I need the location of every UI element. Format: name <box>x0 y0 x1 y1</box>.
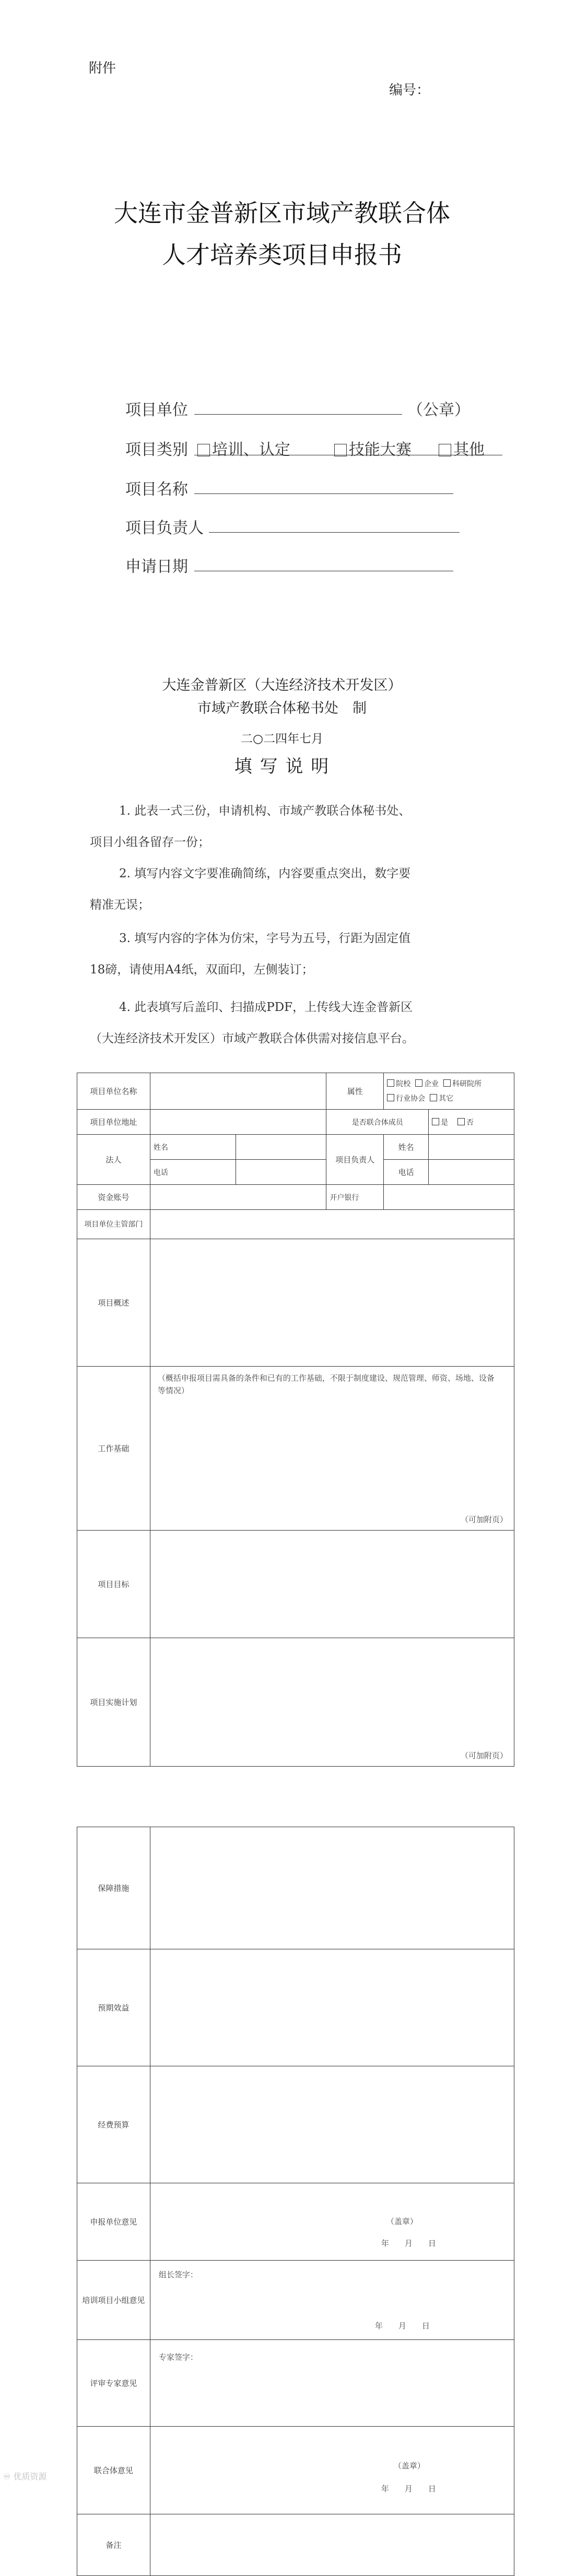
table-row <box>77 1239 514 1367</box>
member-options[interactable] <box>429 1110 514 1135</box>
category-option-contest[interactable] <box>334 437 412 460</box>
table-row <box>77 1110 514 1135</box>
issue-date: 二○二四年七月 <box>240 732 324 746</box>
group-leader-sign: 组长签字： <box>158 2270 198 2279</box>
basis-hint: （概括申报项目需具备的条件和已有的工作基础，不限于制度建设、规范管理、师资、场地、设备等情况） <box>157 1373 495 1395</box>
project-category-label: 项目类别 <box>125 441 188 459</box>
bank-account-label: 资金账号 <box>77 1185 150 1210</box>
basis-label: 工作基础 <box>77 1367 150 1531</box>
budget-cell[interactable] <box>150 2066 514 2183</box>
union-opinion-label: 联合体意见 <box>77 2427 150 2514</box>
instruction-4b: （大连经济技术开发区）市域产教联合体供需对接信息平台。 <box>90 1032 414 1045</box>
group-opinion-date: 年 月 日 <box>374 2321 430 2331</box>
attachment-label: 附件 <box>89 61 116 76</box>
basis-attach-note: （可加附页） <box>460 1515 508 1524</box>
application-form-table <box>77 1073 514 1767</box>
project-name-field[interactable] <box>194 493 453 494</box>
unit-opinion-label: 申报单位意见 <box>77 2183 150 2261</box>
project-leader-cell-label: 项目负责人 <box>326 1135 384 1185</box>
table-row <box>77 1638 514 1767</box>
goal-label: 项目目标 <box>77 1531 150 1638</box>
project-category-underline <box>194 454 502 455</box>
unit-name-label: 项目单位名称 <box>77 1073 150 1110</box>
goal-cell[interactable] <box>150 1531 514 1638</box>
table-row <box>77 2183 514 2261</box>
project-name-label: 项目名称 <box>125 480 188 499</box>
table-row <box>77 2427 514 2514</box>
table-row <box>77 1185 514 1210</box>
bank-cell[interactable] <box>384 1185 514 1210</box>
plan-attach-note: （可加附页） <box>460 1751 508 1760</box>
instruction-2a: 2. 填写内容文字要准确简练，内容要重点突出，数字要 <box>119 867 411 880</box>
legal-phone-cell[interactable] <box>236 1160 326 1185</box>
member-question: 是否联合体成员 <box>326 1110 429 1135</box>
leader-phone-cell[interactable] <box>429 1160 514 1185</box>
group-opinion-label: 培训项目小组意见 <box>77 2261 150 2340</box>
instructions-title: 填 写 说 明 <box>234 756 330 777</box>
unit-opinion-seal: （盖章） <box>386 2217 418 2226</box>
union-opinion-cell[interactable] <box>150 2427 514 2514</box>
project-unit-label: 项目单位 <box>125 401 188 419</box>
project-unit-seal: （公章） <box>407 401 470 419</box>
unit-opinion-cell[interactable] <box>150 2183 514 2261</box>
bank-label: 开户银行 <box>326 1185 384 1210</box>
union-opinion-seal: （盖章） <box>393 2461 425 2471</box>
attr-school[interactable]: 院校 <box>396 1079 411 1088</box>
table-row <box>77 2261 514 2340</box>
instruction-4a: 4. 此表填写后盖印、扫描成PDF，上传线大连金普新区 <box>119 1001 413 1014</box>
attr-other[interactable]: 其它 <box>439 1094 454 1103</box>
legal-phone-label: 电话 <box>150 1160 236 1185</box>
expert-opinion-cell[interactable] <box>150 2340 514 2427</box>
project-leader-label: 项目负责人 <box>125 519 204 537</box>
apply-date-field[interactable] <box>194 570 453 571</box>
checkbox-icon <box>432 1118 439 1125</box>
category-option-training[interactable] <box>197 437 290 460</box>
instruction-3b: 18磅，请使用A4纸，双面印，左侧装订； <box>90 963 314 977</box>
attr-research[interactable]: 科研院所 <box>452 1079 482 1088</box>
leader-phone-label: 电话 <box>384 1160 429 1185</box>
table-row <box>77 1135 514 1160</box>
legal-name-cell[interactable] <box>236 1135 326 1160</box>
supervisor-dept-cell[interactable] <box>150 1210 514 1239</box>
budget-label: 经费预算 <box>77 2066 150 2183</box>
table-row <box>77 1827 514 1949</box>
plan-cell[interactable] <box>150 1638 514 1767</box>
attribute-options[interactable] <box>384 1073 514 1110</box>
overview-cell[interactable] <box>150 1239 514 1367</box>
checkbox-icon <box>430 1094 437 1101</box>
supervisor-dept-label: 项目单位主管部门 <box>77 1210 150 1239</box>
guarantee-label: 保障措施 <box>77 1827 150 1949</box>
checkbox-icon <box>457 1118 465 1125</box>
issuer-line1: 大连金普新区（大连经济技术开发区） <box>162 677 402 693</box>
table-row <box>77 1210 514 1239</box>
member-yes[interactable]: 是 <box>441 1118 449 1127</box>
document-title-line2: 人才培养类项目申报书 <box>162 241 402 269</box>
category-option-contest-label: 技能大赛 <box>349 441 412 459</box>
checkbox-icon <box>443 1079 451 1087</box>
watermark-logo-icon: ♾ <box>3 2472 14 2481</box>
guarantee-cell[interactable] <box>150 1827 514 1949</box>
table-row <box>77 2514 514 2576</box>
leader-name-cell[interactable] <box>429 1135 514 1160</box>
apply-date-label: 申请日期 <box>125 558 188 576</box>
plan-label: 项目实施计划 <box>77 1638 150 1767</box>
instruction-3a: 3. 填写内容的字体为仿宋，字号为五号，行距为固定值 <box>119 932 411 945</box>
checkbox-icon <box>387 1094 394 1101</box>
remark-label: 备注 <box>77 2514 150 2576</box>
overview-label: 项目概述 <box>77 1239 150 1367</box>
project-leader-field[interactable] <box>209 532 460 533</box>
instruction-2b: 精准无误； <box>90 898 150 912</box>
legal-person-label: 法人 <box>77 1135 150 1185</box>
group-opinion-cell[interactable] <box>150 2261 514 2340</box>
checkbox-icon <box>387 1079 394 1087</box>
table-row <box>77 2340 514 2427</box>
number-label: 编号： <box>389 83 430 98</box>
benefit-cell[interactable] <box>150 1949 514 2066</box>
attribute-label: 属性 <box>326 1073 384 1110</box>
attr-enterprise[interactable]: 企业 <box>424 1079 439 1088</box>
instruction-1b: 项目小组各留存一份； <box>90 836 210 849</box>
unit-address-cell[interactable] <box>150 1110 326 1135</box>
instruction-1a: 1. 此表一式三份，申请机构、市域产教联合体秘书处、 <box>119 804 411 818</box>
document-title-line1: 大连市金普新区市域产教联合体 <box>114 199 450 227</box>
leader-name-label: 姓名 <box>384 1135 429 1160</box>
table-row <box>77 2066 514 2183</box>
remark-cell[interactable] <box>150 2514 514 2576</box>
legal-name-label: 姓名 <box>150 1135 236 1160</box>
member-no[interactable]: 否 <box>466 1118 474 1127</box>
expert-opinion-label: 评审专家意见 <box>77 2340 150 2427</box>
bank-account-cell[interactable] <box>150 1185 326 1210</box>
attr-association[interactable]: 行业协会 <box>396 1094 426 1103</box>
table-row <box>77 1073 514 1110</box>
watermark <box>3 2470 46 2482</box>
unit-opinion-date: 年 月 日 <box>381 2239 436 2248</box>
unit-address-label: 项目单位地址 <box>77 1110 150 1135</box>
category-option-other-label: 其他 <box>453 441 485 459</box>
checkbox-icon <box>415 1079 422 1087</box>
basis-cell[interactable] <box>150 1367 514 1531</box>
table-row <box>77 1367 514 1531</box>
table-row <box>77 1949 514 2066</box>
benefit-label: 预期效益 <box>77 1949 150 2066</box>
unit-name-cell[interactable] <box>150 1073 326 1110</box>
review-form-table <box>77 1827 514 2576</box>
expert-sign: 专家签字： <box>158 2352 198 2362</box>
issuer-line2: 市域产教联合体秘书处 制 <box>197 700 367 716</box>
union-opinion-date: 年 月 日 <box>381 2484 436 2493</box>
watermark-text: 优质资源 <box>13 2472 47 2481</box>
project-unit-field[interactable] <box>194 414 402 415</box>
category-option-training-label: 培训、认定 <box>212 441 290 459</box>
category-option-other[interactable] <box>439 437 485 460</box>
table-row <box>77 1531 514 1638</box>
